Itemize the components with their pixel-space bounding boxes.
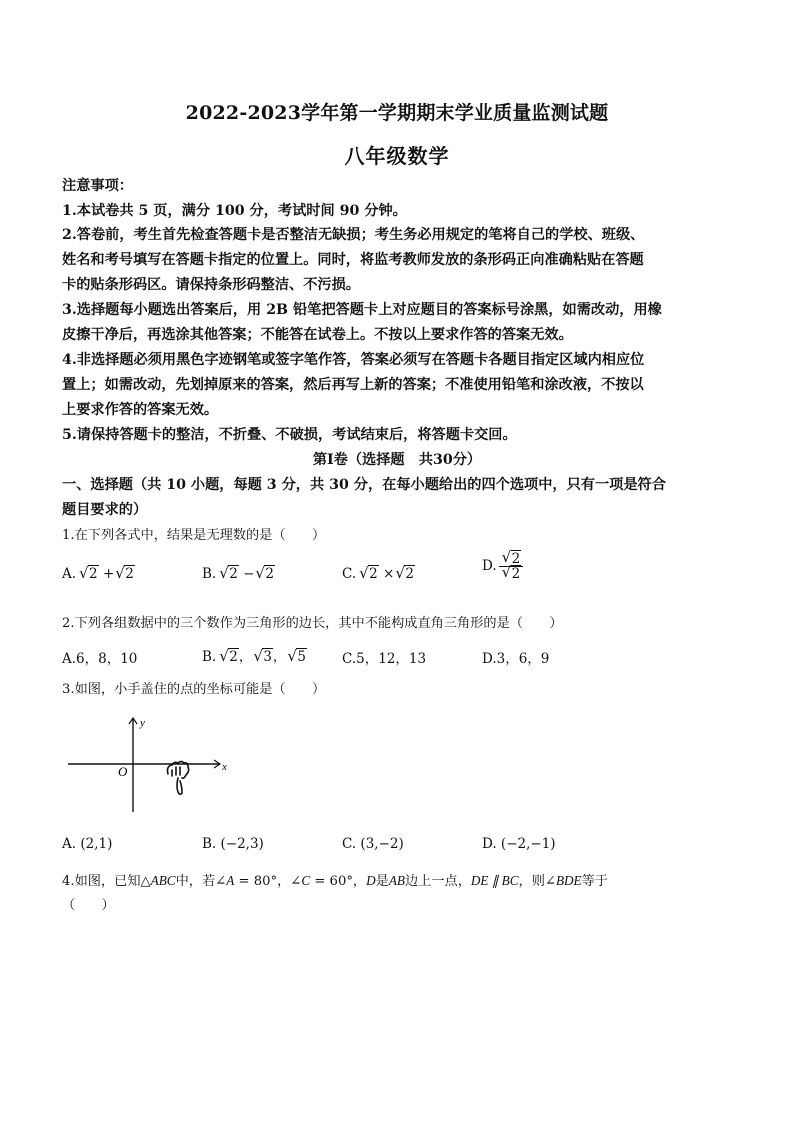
- question-4-stem: 4.如图，已知△ABC中，若∠A = 80°，∠C = 60°，D是AB边上一点，DE ∥ BC，则∠BDE等于: [62, 873, 608, 889]
- option-label: B.: [202, 649, 217, 665]
- operator: ×: [383, 566, 395, 582]
- notice-line: 2.答卷前，考生首先检查答题卡是否整洁无缺损；考生务必用规定的笔将自己的学校、班级、: [62, 227, 645, 243]
- q2-option-c: C.5，12，13: [342, 651, 427, 667]
- sqrt-symbol: √ 2: [115, 566, 135, 582]
- hand-icon: [168, 762, 189, 795]
- sqrt-symbol: √ 5: [287, 649, 307, 665]
- notice-line: 上要求作答的答案无效。: [62, 402, 219, 418]
- sqrt-symbol: √ 3: [253, 649, 273, 665]
- q1-option-c: [342, 566, 415, 582]
- notice-heading: 注意事项：: [62, 178, 133, 194]
- notice-line: 置上；如需改动，先划掉原来的答案，然后再写上新的答案；不准使用铅笔和涂改液，不按以: [62, 377, 644, 393]
- coordinate-figure: [62, 712, 232, 816]
- notice-line: 1.本试卷共 5 页，满分 100 分，考试时间 90 分钟。: [62, 203, 407, 219]
- question-3-stem: 3.如图，小手盖住的点的坐标可能是（ ）: [62, 682, 326, 697]
- notice-line: 5.请保持答题卡的整洁，不折叠、不破损，考试结束后，将答题卡交回。: [62, 427, 517, 443]
- exam-subtitle: 八年级数学: [344, 144, 450, 168]
- question-2-stem: 2.下列各组数据中的三个数作为三角形的边长，其中不能构成直角三角形的是（ ）: [62, 616, 563, 631]
- section-instruction: 题目要求的）: [62, 502, 148, 518]
- fraction: √ 2 √ 2: [499, 552, 524, 581]
- sqrt-symbol: √ 2: [219, 649, 239, 665]
- q1-option-b: [202, 566, 275, 582]
- sqrt-symbol: √ 2: [219, 566, 239, 582]
- q1-option-d: [482, 552, 523, 581]
- q2-option-a: A.6，8，10: [62, 651, 138, 667]
- notice-line: 皮擦干净后，再选涂其他答案；不能答在试卷上。不按以上要求作答的答案无效。: [62, 327, 573, 343]
- q3-option-d: D. (−2,−1): [482, 836, 556, 852]
- sqrt-symbol: √ 2: [395, 566, 415, 582]
- notice-line: 姓名和考号填写在答题卡指定的位置上。同时，将监考教师发放的条形码正向准确粘贴在答题: [62, 252, 644, 268]
- question-4-paren: （ ）: [62, 898, 115, 913]
- x-axis-label: x: [222, 761, 227, 773]
- operator: +: [102, 566, 115, 582]
- q1-option-a: [62, 566, 135, 582]
- option-label: C.: [342, 566, 357, 582]
- q2-option-b: B.√ 2，√ 3，√ 5: [202, 645, 307, 665]
- q3-option-c: C. (3,−2): [342, 836, 404, 852]
- operator: −: [243, 566, 255, 582]
- sqrt-symbol: √ 2: [255, 566, 275, 582]
- notice-line: 3.选择题每小题选出答案后，用 2B 铅笔把答题卡上对应题目的答案标号涂黑，如需改动，用橡: [62, 302, 662, 318]
- q3-option-b: B. (−2,3): [202, 836, 264, 852]
- q3-option-a: A. (2,1): [62, 836, 113, 852]
- section-instruction: 一、选择题（共 10 小题，每题 3 分，共 30 分，在每小题给出的四个选项中，只有一项是符合: [62, 477, 666, 493]
- notice-line: 卡的贴条形码区。请保持条形码整洁、不污损。: [62, 277, 360, 293]
- origin-label: O: [118, 764, 128, 779]
- y-axis-label: y: [140, 717, 145, 729]
- option-label: A.: [62, 566, 77, 582]
- q2-option-d: D.3，6，9: [482, 651, 550, 667]
- sqrt-symbol: √ 2: [359, 566, 379, 582]
- sqrt-symbol: √ 2: [79, 566, 99, 582]
- option-label: D.: [482, 558, 497, 575]
- notice-line: 4.非选择题必须用黑色字迹钢笔或签字笔作答，答案必须写在答题卡各题目指定区域内相应位: [62, 352, 645, 368]
- option-label: B.: [202, 566, 217, 582]
- exam-title: 2022-2023学年第一学期期末学业质量监测试题: [185, 102, 609, 124]
- volume-title: 第Ⅰ卷（选择题 共30分）: [312, 452, 482, 468]
- question-1-stem: 1.在下列各式中，结果是无理数的是（ ）: [62, 528, 326, 543]
